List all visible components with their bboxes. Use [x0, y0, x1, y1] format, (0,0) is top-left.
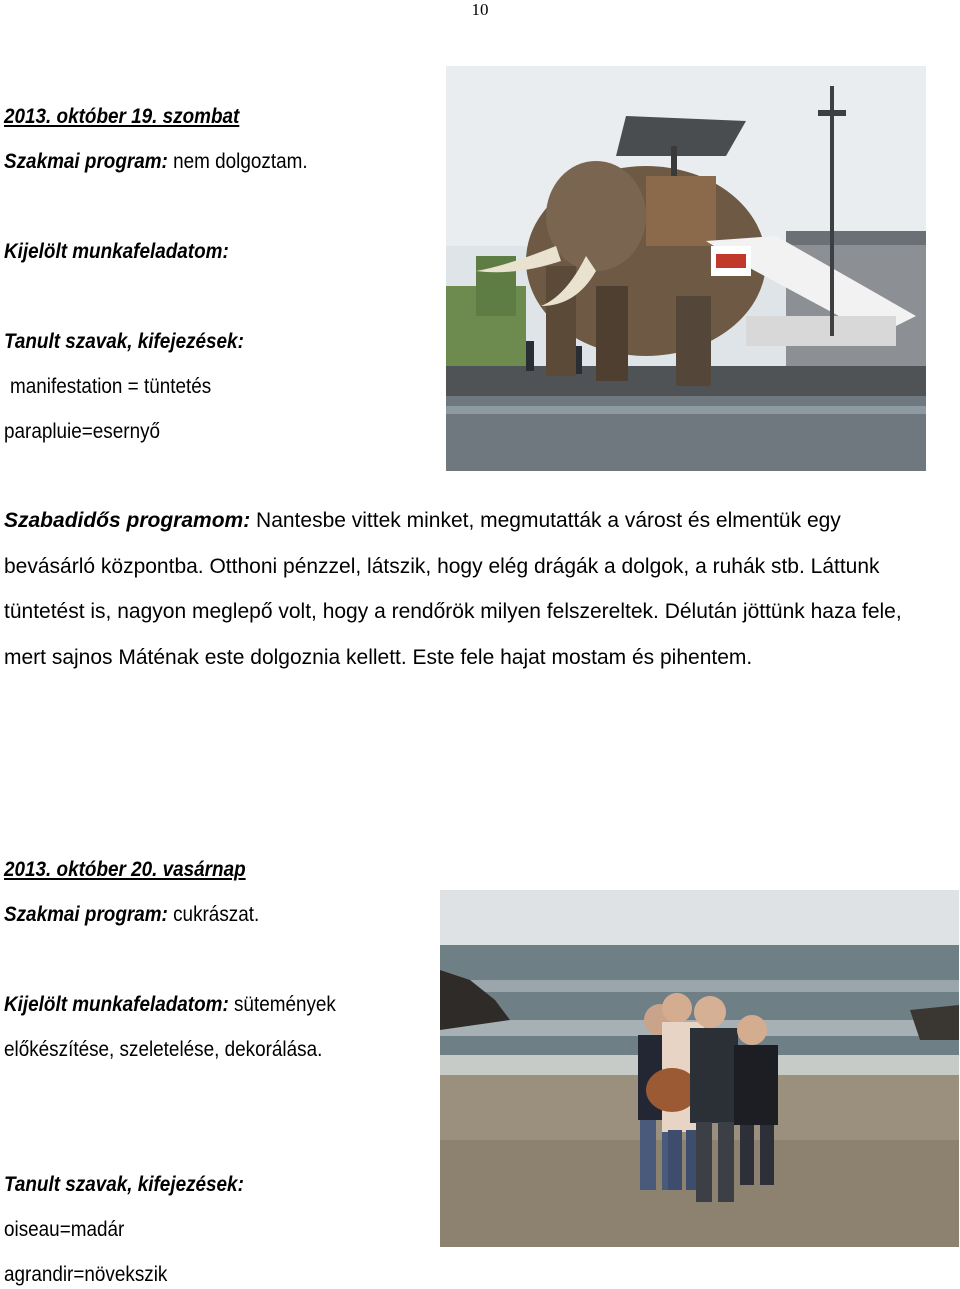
day2-professional-program — [4, 902, 259, 928]
day2-date-heading: 2013. október 20. vasárnap — [4, 858, 246, 881]
day2-task-text-1: sütemények — [228, 993, 336, 1016]
day2-words-label: Tanult szavak, kifejezések: — [4, 1173, 244, 1196]
day1-words-label: Tanult szavak, kifejezések: — [4, 330, 244, 353]
day1-professional-label: Szakmai program: — [4, 150, 168, 173]
day1-professional-text: nem dolgoztam. — [167, 150, 308, 173]
day2-task-label: Kijelölt munkafeladatom: — [4, 993, 229, 1016]
day1-date-heading: 2013. október 19. szombat — [4, 105, 240, 128]
beach-group-photo — [440, 890, 959, 1247]
day2-word-1: oiseau=madár — [4, 1218, 125, 1241]
day2-professional-label: Szakmai program: — [4, 903, 168, 926]
day2-professional-text: cukrászat. — [167, 903, 260, 926]
day1-leisure-text: Nantesbe vittek minket, megmutatták a várost és elmentük egy bevásárló központba. Otthoni pénzzel, látszik, hogy elég drágák a dolgok, a ruhák stb. Láttunk tüntetést is, nagyon meglepő volt, hogy a rendőrök milyen felszereltek. Délután jöttünk haza fele, mert sajnos Máténak este dolgoznia kellett. Este fele hajat mostam és pihentem. — [4, 509, 902, 669]
elephant-photo — [446, 66, 926, 471]
day1-task-label: Kijelölt munkafeladatom: — [4, 240, 229, 263]
day2-word-2: agrandir=növekszik — [4, 1263, 168, 1286]
day1-word-1: manifestation = tüntetés — [10, 375, 212, 398]
day2-task — [4, 992, 336, 1018]
day1-professional-program — [4, 149, 308, 175]
day1-leisure-label: Szabadidős programom: — [4, 509, 251, 532]
page-number: 10 — [471, 0, 489, 19]
day1-leisure-paragraph — [4, 498, 924, 680]
day1-word-2: parapluie=esernyő — [4, 420, 161, 443]
day2-task-text-2: előkészítése, szeletelése, dekorálása. — [4, 1038, 323, 1061]
